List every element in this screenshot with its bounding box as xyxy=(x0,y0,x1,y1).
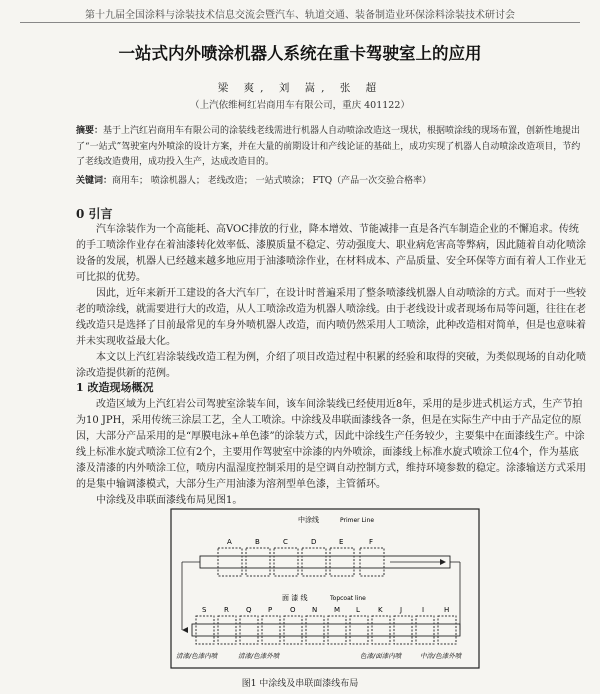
booth xyxy=(350,616,368,644)
section-heading-site: 1 改造现场概况 xyxy=(76,381,154,394)
station-label: R xyxy=(224,606,229,614)
station-label: J xyxy=(400,606,403,614)
station-label: Q xyxy=(246,606,252,614)
layout-figure xyxy=(170,508,480,669)
bottom-right-note: 色漆/面漆内喷 xyxy=(360,652,402,660)
site-paragraph: 改造区域为上汽红岩公司驾驶室涂装车间，该车间涂装线已经使用近8年，采用的是步进式机运方式，生产节拍为10 JPH，采用传统三涂层工艺，全人工喷涂。中涂线及串联面漆线各一条，但是在实际生产中由于产品定位的原因，大部分产品采用的是“厚膜电泳+单色漆”的涂装方式，因此中涂线生产任务较少，主要集中在面漆线生产。中涂线上标准水旋式喷涂工位有2个，主要用作驾驶室中涂漆的内外喷涂，面漆线上标准水旋式喷涂工位4个，作为基底漆及清漆的内外喷涂工位，喷房内温湿度控制采用的是空调自动控制方式，维持环境参数的稳定。涂漆输送方式采用的是集中输调漆模式，大部分生产用油漆为溶剂型单色漆，主管循环。 xyxy=(76,399,586,490)
header-rule xyxy=(20,22,580,23)
station-label: C xyxy=(283,538,288,546)
site-body xyxy=(76,397,588,509)
authors: 梁 爽, 刘 嵩, 张 超 xyxy=(217,82,383,94)
booth xyxy=(372,616,390,644)
keywords xyxy=(76,173,596,186)
booth xyxy=(274,548,298,576)
booth xyxy=(240,616,258,644)
primer-line-label: Primer Line xyxy=(340,517,375,524)
bottom-left-note: 清漆/色漆内喷 xyxy=(176,652,218,660)
section-heading-intro: 0 引言 xyxy=(76,207,113,221)
bottom-left-note-2: 清漆/色漆外喷 xyxy=(238,652,280,660)
intro-body xyxy=(76,222,588,382)
intro-paragraph: 因此，近年来新开工建设的各大汽车厂，在设计时普遍采用了整条喷漆线机器人自动喷涂的方式。而对于一些较老的喷涂线，就需要进行大的改造，从人工喷涂改造为机器人喷涂线。由于老线设计或者现场布局等问题，往往在老线改造只是选择了目前最常见的车身外喷机器人改造，而内喷仍然采用人工喷涂，此种改造相对简单，但是也意味着并未实现收益最大化。 xyxy=(76,288,586,347)
affiliation: （上汽依维柯红岩商用车有限公司，重庆 401122） xyxy=(190,100,410,111)
booth xyxy=(218,616,236,644)
primer-booths xyxy=(218,548,384,576)
station-label: P xyxy=(268,606,273,614)
station-label: A xyxy=(227,538,232,546)
keywords-text: 商用车； 喷涂机器人； 老线改造； 一站式喷涂； FTQ（产品一次交验合格率） xyxy=(112,176,432,186)
topcoat-booths xyxy=(196,616,456,644)
station-label: N xyxy=(312,606,318,614)
booth xyxy=(394,616,412,644)
intro-paragraph: 本文以上汽红岩涂装线改造工程为例，介绍了项目改造过程中积累的经验和取得的突破，为类似现场的自动化喷涂改造提供新的范例。 xyxy=(76,352,586,379)
flow-arrow-head xyxy=(182,627,188,633)
booth xyxy=(196,616,214,644)
primer-zone-label: 中涂线 xyxy=(298,516,319,524)
intro-paragraph: 汽车涂装作为一个高能耗、高VOC排放的行业，降本增效、节能减排一直是各汽车制造企业的不懈追求。传统的手工喷涂作业存在着油漆转化效率低、漆膜质量不稳定、劳动强度大、职业病危害高等弊病，因此随着自动化喷涂设备的发展，机器人已经越来越多地应用于油漆喷涂作业，在材料成本、产品质量、安全环保等方面有着人工作业无可比拟的优势。 xyxy=(76,224,586,283)
keywords-label: 关键词： xyxy=(76,176,113,186)
station-label: F xyxy=(369,538,374,546)
topcoat-zone-label: 面 漆 线 xyxy=(282,594,308,602)
booth xyxy=(330,548,354,576)
station-label: I xyxy=(422,606,425,614)
station-label: B xyxy=(255,538,260,546)
station-label: D xyxy=(311,538,317,546)
booth xyxy=(416,616,434,644)
station-label: M xyxy=(334,606,341,614)
running-header: 第十九届全国涂料与涂装技术信息交流会暨汽车、轨道交通、装备制造业环保涂料涂装技术研讨会 xyxy=(85,10,515,21)
station-label: K xyxy=(378,606,383,614)
booth xyxy=(306,616,324,644)
booth xyxy=(284,616,302,644)
paper-title: 一站式内外喷涂机器人系统在重卡驾驶室上的应用 xyxy=(118,44,482,63)
abstract xyxy=(76,124,586,171)
flow-arrow-head xyxy=(440,559,446,565)
booth xyxy=(246,548,270,576)
bottom-right-note-2: 中涂/色漆外喷 xyxy=(420,652,462,660)
booth xyxy=(262,616,280,644)
abstract-text: 基于上汽红岩商用车有限公司的涂装线老线需进行机器人自动喷涂改造这一现状，根据喷涂线的现场布置，创新性地提出了“一站式”驾驶室内外喷涂的设计方案，并在大量的前期设计和产线论证的基础上，成功实现了机器人自动喷涂改造项目，节约了老线改造费用，成功投入生产，达成改造目的。 xyxy=(76,126,581,167)
booth xyxy=(218,548,242,576)
booth xyxy=(302,548,326,576)
station-label: H xyxy=(444,606,450,614)
booth xyxy=(328,616,346,644)
station-label: S xyxy=(202,606,207,614)
topcoat-line-label: Topcoat line xyxy=(330,595,366,602)
station-label: O xyxy=(290,606,296,614)
station-label: E xyxy=(339,538,344,546)
topcoat-conveyor xyxy=(192,624,460,636)
figure-caption: 图1 中涂线及串联面漆线布局 xyxy=(241,679,359,689)
booth xyxy=(360,548,384,576)
site-paragraph: 中涂线及串联面漆线布局见图1。 xyxy=(96,495,243,506)
station-label: L xyxy=(356,606,360,614)
abstract-label: 摘要： xyxy=(76,126,104,136)
booth xyxy=(438,616,456,644)
